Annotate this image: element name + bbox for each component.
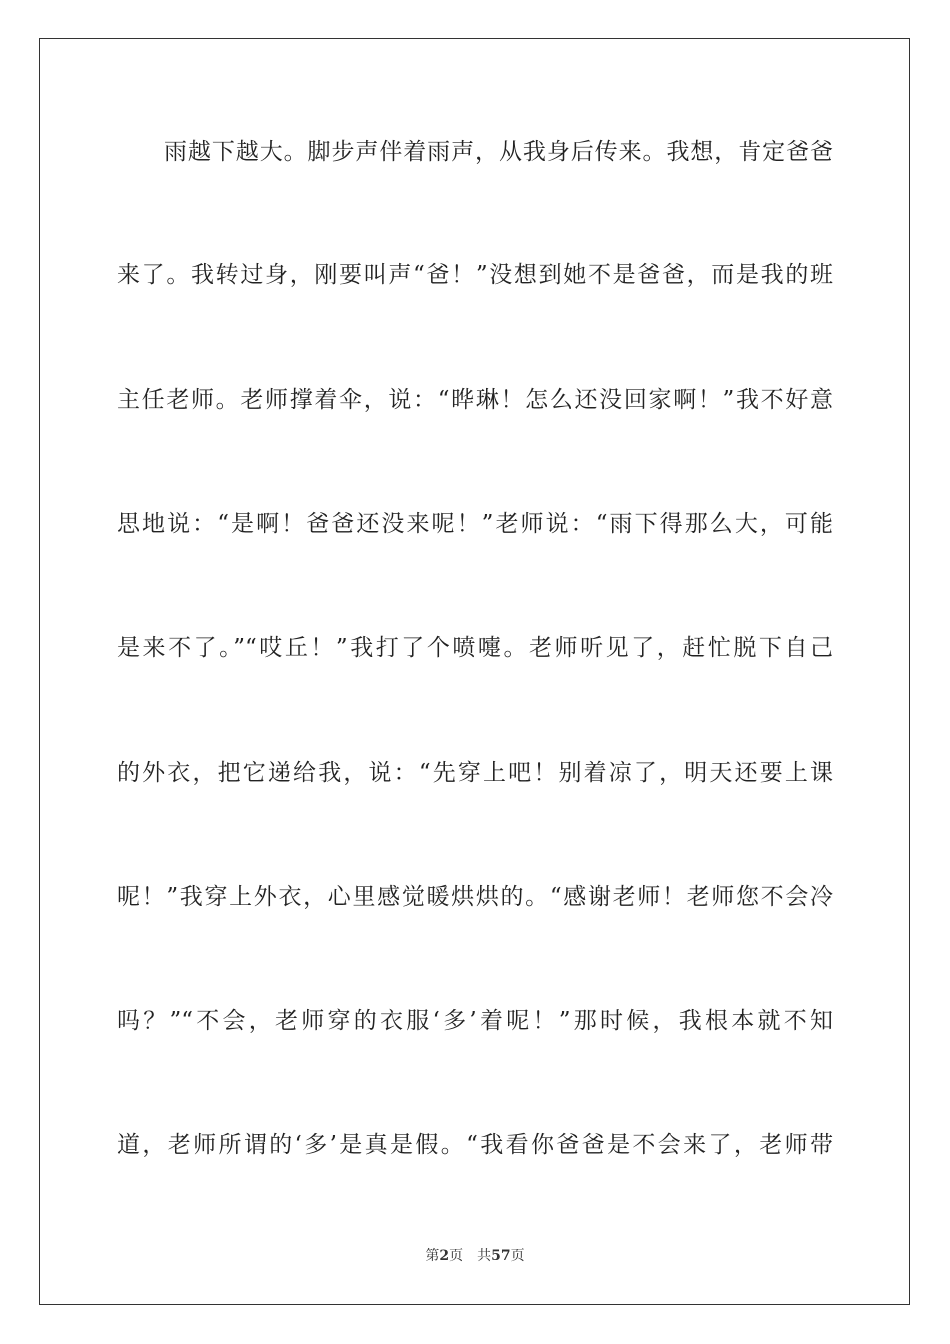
page-number: 2 bbox=[439, 1248, 450, 1264]
paragraph-line-7: 呢！”我穿上外衣，心里感觉暖烘烘的。“感谢老师！老师您不会冷 bbox=[117, 884, 833, 910]
page-footer bbox=[0, 1247, 950, 1265]
total-suffix: 页 bbox=[510, 1248, 525, 1264]
page-prefix: 第 bbox=[425, 1248, 440, 1264]
paragraph-line-1: 雨越下越大。脚步声伴着雨声，从我身后传来。我想，肯定爸爸 bbox=[164, 139, 833, 165]
paragraph-line-6: 的外衣，把它递给我，说：“先穿上吧！别着凉了，明天还要上课 bbox=[117, 760, 833, 786]
paragraph-line-9: 道，老师所谓的‘多’是真是假。“我看你爸爸是不会来了，老师带 bbox=[117, 1132, 833, 1158]
paragraph-line-3: 主任老师。老师撑着伞，说：“晔琳！怎么还没回家啊！”我不好意 bbox=[117, 387, 833, 413]
paragraph-line-5: 是来不了。”“哎丘！”我打了个喷嚏。老师听见了，赶忙脱下自己 bbox=[117, 635, 833, 661]
paragraph-line-2: 来了。我转过身，刚要叫声“爸！”没想到她不是爸爸，而是我的班 bbox=[117, 262, 833, 288]
page-suffix: 页 bbox=[449, 1248, 464, 1264]
total-prefix: 共 bbox=[477, 1248, 492, 1264]
page-border bbox=[39, 38, 910, 1305]
paragraph-line-4: 思地说：“是啊！爸爸还没来呢！”老师说：“雨下得那么大，可能 bbox=[117, 511, 833, 537]
total-pages: 57 bbox=[491, 1248, 511, 1264]
paragraph-line-8: 吗？”“不会，老师穿的衣服‘多’着呢！”那时候，我根本就不知 bbox=[117, 1008, 833, 1034]
